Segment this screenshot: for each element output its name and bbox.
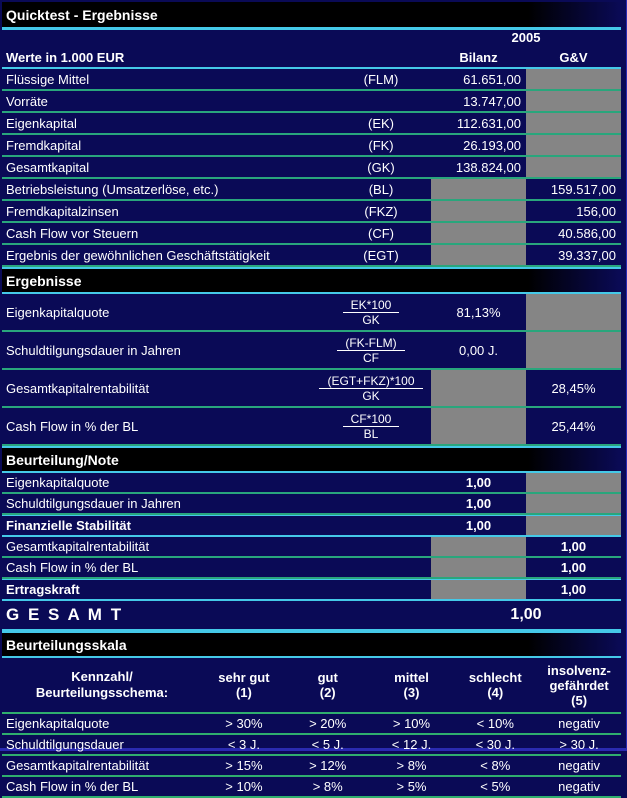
grade-number: (2) xyxy=(319,685,336,700)
note-value-cell: 1,00 xyxy=(560,582,587,597)
grade-column-header xyxy=(370,670,454,700)
row-label: Fremdkapital xyxy=(6,137,82,153)
note-value-cell: 1,00 xyxy=(465,475,492,490)
bilanz-blocked-cell xyxy=(431,558,526,577)
note-label: Schuldtilgungsdauer in Jahren xyxy=(6,496,181,511)
note-label: Eigenkapitalquote xyxy=(6,475,110,490)
bilanz-blocked-cell xyxy=(431,580,526,599)
section-header-ergebnisse: Ergebnisse xyxy=(2,267,621,294)
formula-numerator: (EGT+FKZ)*100 xyxy=(319,374,422,389)
gv-blocked-cell xyxy=(526,135,621,155)
grade-column-header xyxy=(453,670,537,700)
scale-value: < 5 J. xyxy=(311,737,344,752)
bilanz-blocked-cell xyxy=(431,370,526,406)
bilanz-blocked-cell xyxy=(431,245,526,265)
gv-value-cell[interactable]: 159.517,00 xyxy=(550,181,616,197)
ratio-result-cell: 28,45% xyxy=(551,380,596,396)
formula-denominator: CF xyxy=(363,350,379,365)
row-label: Betriebsleistung (Umsatzerlöse, etc.) xyxy=(6,181,219,197)
ratio-formula xyxy=(311,374,431,403)
row-code: (CF) xyxy=(368,225,394,241)
scale-row xyxy=(2,714,621,735)
formula-denominator: GK xyxy=(362,312,380,327)
scale-row-label: Schuldtilgungsdauer xyxy=(6,737,124,752)
gv-column-header: G&V xyxy=(559,49,588,65)
scale-value: > 30 J. xyxy=(559,737,599,752)
row-label: Gesamtkapital xyxy=(6,159,90,175)
row-label: Vorräte xyxy=(6,93,48,109)
bilanz-blocked-cell xyxy=(431,223,526,243)
ratio-formula xyxy=(311,412,431,441)
bilanz-blocked-cell xyxy=(431,537,526,556)
gesamt-label: G E S A M T xyxy=(6,605,124,624)
scale-header-row xyxy=(2,658,621,714)
table-row xyxy=(2,201,621,223)
gv-blocked-cell xyxy=(526,516,621,535)
note-label: Gesamtkapitalrentabilität xyxy=(6,539,150,554)
scale-value: > 15% xyxy=(225,758,263,773)
gv-value-cell[interactable]: 156,00 xyxy=(576,203,616,219)
grade-number: (3) xyxy=(403,685,420,700)
scale-row-header xyxy=(2,669,202,701)
scale-value: negativ xyxy=(558,779,601,794)
werte-label: Werte in 1.000 EUR xyxy=(6,49,125,65)
scale-value: > 8% xyxy=(312,779,343,794)
page-title: Quicktest - Ergebnisse xyxy=(2,2,621,30)
scale-value: > 10% xyxy=(392,716,431,731)
gv-blocked-cell xyxy=(526,91,621,111)
year-spacer xyxy=(2,30,431,47)
section-header-beurteilung: Beurteilung/Note xyxy=(2,446,621,473)
scale-row-label: Gesamtkapitalrentabilität xyxy=(6,758,150,773)
table-row xyxy=(2,157,621,179)
scale-value: > 20% xyxy=(309,716,347,731)
row-label: Fremdkapitalzinsen xyxy=(6,203,119,219)
scale-row xyxy=(2,756,621,777)
ratio-result-cell: 25,44% xyxy=(551,418,596,434)
table-row xyxy=(2,179,621,201)
ratio-formula xyxy=(311,336,431,365)
gv-blocked-cell xyxy=(526,332,621,368)
row-label: Cash Flow vor Steuern xyxy=(6,225,139,241)
ratio-row xyxy=(2,370,621,408)
gv-blocked-cell xyxy=(526,473,621,492)
gesamt-value: 1,00 xyxy=(510,606,542,623)
bilanz-column-header: Bilanz xyxy=(459,49,498,65)
table-row xyxy=(2,91,621,113)
table-row xyxy=(2,69,621,91)
scale-value: > 10% xyxy=(225,779,263,794)
gesamt-row xyxy=(2,601,621,631)
bilanz-value-cell[interactable]: 61.651,00 xyxy=(463,71,521,87)
row-code: (FK) xyxy=(368,137,394,153)
scale-value: > 5% xyxy=(396,779,427,794)
formula-numerator: EK*100 xyxy=(343,298,400,313)
scale-value: negativ xyxy=(558,716,601,731)
note-label: Ertragskraft xyxy=(6,582,80,597)
grade-number: (5) xyxy=(571,692,588,708)
gv-blocked-cell xyxy=(526,113,621,133)
scale-row-header-line1: Kennzahl/ xyxy=(71,669,133,684)
column-header-row xyxy=(2,47,621,69)
scale-value: negativ xyxy=(558,758,601,773)
note-value-cell: 1,00 xyxy=(465,518,492,533)
ratio-row xyxy=(2,332,621,370)
grade-column-header xyxy=(286,670,370,700)
note-row xyxy=(2,494,621,515)
gv-blocked-cell xyxy=(526,494,621,513)
scale-value: < 3 J. xyxy=(227,737,260,752)
row-code: (EK) xyxy=(368,115,394,131)
note-subtotal-row xyxy=(2,579,621,601)
bilanz-value-cell[interactable]: 26.193,00 xyxy=(463,137,521,153)
ratio-result-cell: 81,13% xyxy=(456,304,501,320)
grade-number: (1) xyxy=(235,685,252,700)
bilanz-blocked-cell xyxy=(431,201,526,221)
ratio-label: Schuldtilgungsdauer in Jahren xyxy=(6,342,181,358)
year-row xyxy=(2,30,621,47)
scale-value: > 30% xyxy=(225,716,263,731)
note-value-cell: 1,00 xyxy=(560,539,587,554)
formula-denominator: GK xyxy=(362,388,380,403)
gv-value-cell[interactable]: 39.337,00 xyxy=(558,247,616,263)
ratio-row xyxy=(2,294,621,332)
grade-name: schlecht xyxy=(468,670,522,685)
note-subtotal-row xyxy=(2,515,621,537)
table-row xyxy=(2,223,621,245)
grade-name: gut xyxy=(317,670,338,685)
note-row xyxy=(2,537,621,558)
table-row xyxy=(2,245,621,267)
gv-blocked-cell xyxy=(526,157,621,177)
scale-value: < 5% xyxy=(480,779,511,794)
scale-row-header-line2: Beurteilungsschema: xyxy=(35,685,169,700)
grade-name: sehr gut xyxy=(218,670,270,685)
scale-row-label: Eigenkapitalquote xyxy=(6,716,110,731)
formula-numerator: (FK-FLM) xyxy=(337,336,404,351)
formula-denominator: BL xyxy=(363,426,379,441)
gv-blocked-cell xyxy=(526,294,621,330)
row-code: (EGT) xyxy=(363,247,399,263)
row-label: Ergebnis der gewöhnlichen Geschäftstätigkeit xyxy=(6,247,270,263)
table-row xyxy=(2,113,621,135)
table-row xyxy=(2,135,621,157)
ratio-label: Cash Flow in % der BL xyxy=(6,418,139,434)
grade-name: gefährdet xyxy=(549,677,609,693)
grade-column-header xyxy=(537,663,621,708)
row-label: Flüssige Mittel xyxy=(6,71,90,87)
note-row xyxy=(2,558,621,579)
row-code: (FKZ) xyxy=(364,203,398,219)
ratio-formula xyxy=(311,298,431,327)
scale-value: < 30 J. xyxy=(475,737,515,752)
bilanz-value-cell[interactable]: 112.631,00 xyxy=(456,115,521,131)
bilanz-value-cell[interactable]: 13.747,00 xyxy=(463,93,521,109)
gv-value-cell[interactable]: 40.586,00 xyxy=(558,225,616,241)
row-code: (FLM) xyxy=(363,71,399,87)
grade-name: insolvenz- xyxy=(547,662,611,678)
row-label: Eigenkapital xyxy=(6,115,77,131)
scale-row xyxy=(2,777,621,798)
formula-numerator: CF*100 xyxy=(343,412,400,427)
note-row xyxy=(2,473,621,494)
section-header-skala: Beurteilungsskala xyxy=(2,631,621,658)
note-value-cell: 1,00 xyxy=(465,496,492,511)
ratio-result-cell: 0,00 J. xyxy=(458,342,499,358)
scale-value: < 10% xyxy=(476,716,514,731)
note-label: Cash Flow in % der BL xyxy=(6,560,139,575)
bilanz-blocked-cell xyxy=(431,408,526,444)
grade-name: mittel xyxy=(394,670,429,685)
ratio-row xyxy=(2,408,621,446)
note-value-cell: 1,00 xyxy=(560,560,587,575)
note-label: Finanzielle Stabilität xyxy=(6,518,131,533)
scale-value: > 8% xyxy=(396,758,427,773)
bilanz-value-cell[interactable]: 138.824,00 xyxy=(455,159,521,175)
scale-value: < 8% xyxy=(480,758,511,773)
grade-column-header xyxy=(202,670,286,700)
gv-blocked-cell xyxy=(526,69,621,89)
scale-value: > 12% xyxy=(309,758,347,773)
scale-row xyxy=(2,735,621,756)
bilanz-blocked-cell xyxy=(431,179,526,199)
ratio-label: Gesamtkapitalrentabilität xyxy=(6,380,150,396)
scale-value: < 12 J. xyxy=(391,737,432,752)
grade-number: (4) xyxy=(487,685,504,700)
row-code: (BL) xyxy=(368,181,394,197)
row-code: (GK) xyxy=(367,159,395,175)
ratio-label: Eigenkapitalquote xyxy=(6,304,110,320)
year-label: 2005 xyxy=(511,30,541,45)
scale-row-label: Cash Flow in % der BL xyxy=(6,779,139,794)
